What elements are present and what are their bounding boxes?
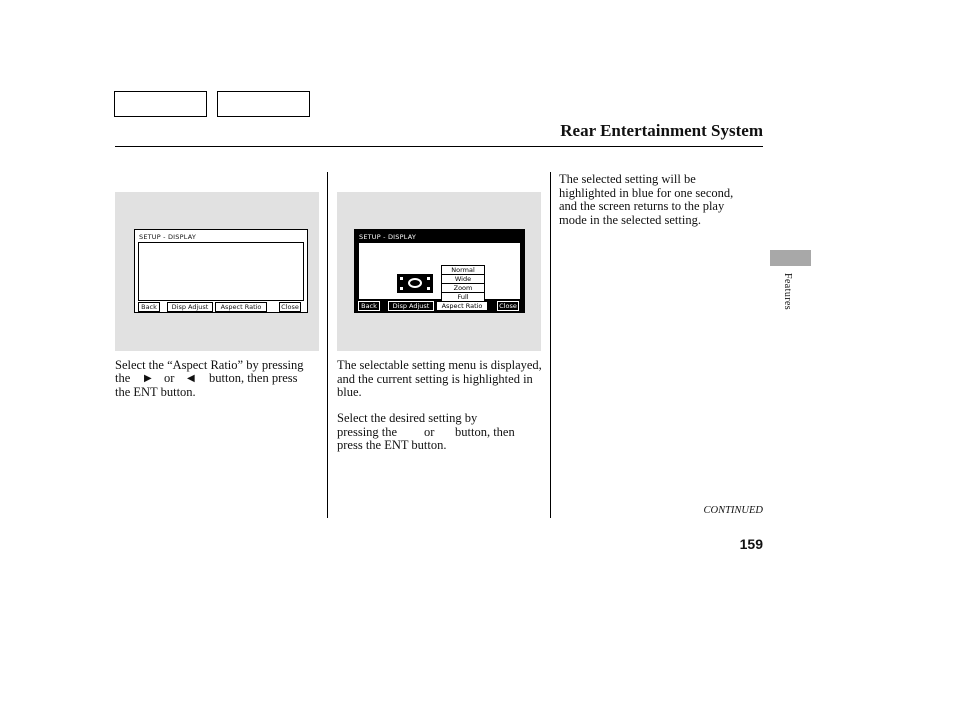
left-disp-adjust-button: Disp Adjust <box>167 302 213 312</box>
middle-para2-line3: press the ENT button. <box>337 438 447 452</box>
menu-item-wide: Wide <box>442 275 484 284</box>
left-text-line2-end: button, then press <box>209 371 298 385</box>
middle-para2-or: or <box>424 425 435 439</box>
left-text-the: the <box>115 371 131 385</box>
left-screen-title: SETUP - DISPLAY <box>139 233 197 241</box>
middle-para1: The selectable setting menu is displayed, and the current setting is highlighted in blue. <box>337 358 542 399</box>
page-title: Rear Entertainment System <box>560 121 763 140</box>
middle-screen-display <box>358 242 521 300</box>
middle-para2-line1: Select the desired setting by <box>337 411 478 425</box>
left-text-line3: the ENT button. <box>115 385 196 399</box>
section-tab <box>770 250 811 266</box>
middle-screen <box>354 229 525 313</box>
right-para: The selected setting will be highlighted in blue for one second, and the screen returns to the play mode in the selected setting. <box>559 172 734 227</box>
left-screen-display <box>138 242 304 301</box>
right-arrow-icon: ▶ <box>144 373 152 384</box>
side-tab-label: Features <box>782 273 793 311</box>
middle-disp-adjust-button: Disp Adjust <box>388 301 434 311</box>
middle-para2-pressing: pressing the <box>337 425 398 439</box>
middle-illustration-panel <box>337 192 541 351</box>
middle-back-button: Back <box>358 301 380 311</box>
left-screen <box>134 229 308 313</box>
middle-close-button: Close <box>497 301 519 311</box>
menu-item-full: Full <box>442 293 484 302</box>
aspect-preview-icon <box>397 274 433 293</box>
left-aspect-ratio-button: Aspect Ratio <box>215 302 267 312</box>
left-arrow-icon: ◀ <box>187 373 195 384</box>
column-divider-1 <box>327 172 328 518</box>
left-text-or: or <box>164 371 175 385</box>
page-number: 159 <box>739 536 763 552</box>
menu-item-zoom: Zoom <box>442 284 484 293</box>
middle-para2-end: button, then <box>455 425 515 439</box>
aspect-ratio-menu <box>441 265 485 302</box>
left-close-button: Close <box>279 302 301 312</box>
continued-label: CONTINUED <box>703 505 763 516</box>
middle-aspect-ratio-button: Aspect Ratio <box>436 301 488 311</box>
nav-box-2 <box>217 91 310 117</box>
left-text-line1: Select the “Aspect Ratio” by pressing <box>115 358 304 372</box>
nav-box-1 <box>114 91 207 117</box>
menu-item-normal: Normal <box>442 266 484 275</box>
left-illustration-panel <box>115 192 319 351</box>
middle-screen-title: SETUP - DISPLAY <box>359 233 417 241</box>
left-back-button: Back <box>138 302 160 312</box>
column-divider-2 <box>550 172 551 518</box>
header-rule <box>115 146 763 147</box>
